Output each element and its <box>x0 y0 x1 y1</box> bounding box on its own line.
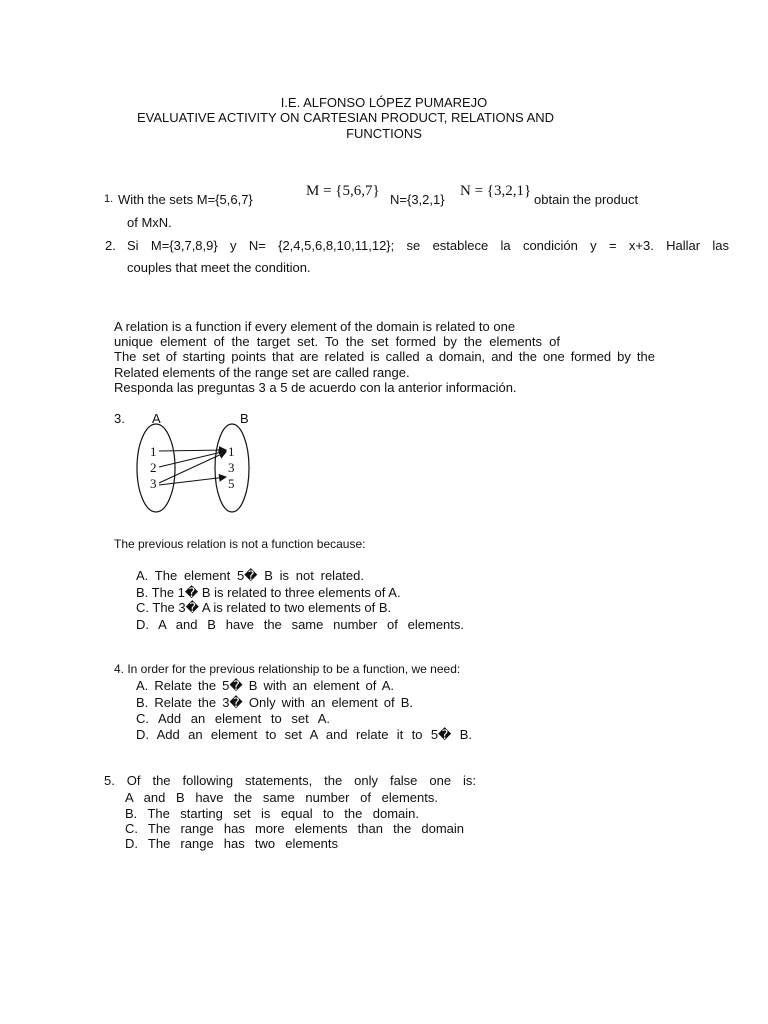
set-b-label: B <box>240 411 249 426</box>
q2-number: 2. <box>105 238 116 253</box>
set-b-element: 1 <box>228 444 235 459</box>
intro-line3: The set of starting points that are related is called a domain, and the one formed by the <box>114 349 655 364</box>
school-name: I.E. ALFONSO LÓPEZ PUMAREJO <box>280 95 488 110</box>
q1-math-n: N = {3,2,1} <box>460 183 532 199</box>
q2-line2: couples that meet the condition. <box>127 260 311 275</box>
q1-math-m: M = {5,6,7} <box>306 183 380 199</box>
q5-prompt: 5. Of the following statements, the only false one is: <box>104 773 476 788</box>
q3-number: 3. <box>114 411 125 426</box>
q4-option-d: D. Add an element to set A and relate it to 5� B. <box>136 727 472 742</box>
arrow-diagram <box>130 422 260 518</box>
q3-prompt: The previous relation is not a function because: <box>114 537 366 551</box>
q5-option-d: D. The range has two elements <box>125 836 338 851</box>
set-b-element: 5 <box>228 476 235 491</box>
q1-number: 1. <box>104 193 114 205</box>
intro-line4: Related elements of the range set are called range. <box>114 365 410 380</box>
q5-option-c: C. The range has more elements than the domain <box>125 821 464 836</box>
q4-option-b: B. Relate the 3� Only with an element of B. <box>136 695 413 710</box>
q3-option-b: B. The 1� B is related to three elements of A. <box>136 585 401 600</box>
q2-line1: Si M={3,7,8,9} y N= {2,4,5,6,8,10,11,12}; se establece la condición y = x+3. Hallar las <box>127 238 729 253</box>
activity-title-line1: EVALUATIVE ACTIVITY ON CARTESIAN PRODUCT, RELATIONS AND <box>137 110 555 125</box>
q3-option-c: C. The 3� A is related to two elements of B. <box>136 600 392 615</box>
q3-option-d: D. A and B have the same number of elements. <box>136 617 464 632</box>
intro-line2: unique element of the target set. To the set formed by the elements of <box>114 334 560 349</box>
activity-title-line2: FUNCTIONS <box>346 126 422 141</box>
set-a-element: 1 <box>150 444 157 459</box>
intro-line5: Responda las preguntas 3 a 5 de acuerdo con la anterior información. <box>114 380 517 395</box>
q5-option-b: B. The starting set is equal to the domain. <box>125 806 419 821</box>
set-b-element: 3 <box>228 460 235 475</box>
q4-option-c: C. Add an element to set A. <box>136 711 330 726</box>
q4-prompt: 4. In order for the previous relationship to be a function, we need: <box>114 662 461 676</box>
set-a-label: A <box>152 411 161 426</box>
q1-n-text: N={3,2,1} <box>390 192 445 207</box>
q1-text-start: With the sets M={5,6,7} <box>118 192 253 207</box>
set-a-element: 2 <box>150 460 157 475</box>
q3-option-a: A. The element 5� B is not related. <box>136 568 364 583</box>
intro-line1: A relation is a function if every element of the domain is related to one <box>114 319 516 334</box>
q1-text-end: obtain the product <box>534 192 639 207</box>
relation-arrow <box>159 451 226 467</box>
q1-line2: of MxN. <box>127 215 172 230</box>
set-a-element: 3 <box>150 476 157 491</box>
q4-option-a: A. Relate the 5� B with an element of A. <box>136 678 394 693</box>
q5-option-a: A and B have the same number of elements. <box>125 790 438 805</box>
